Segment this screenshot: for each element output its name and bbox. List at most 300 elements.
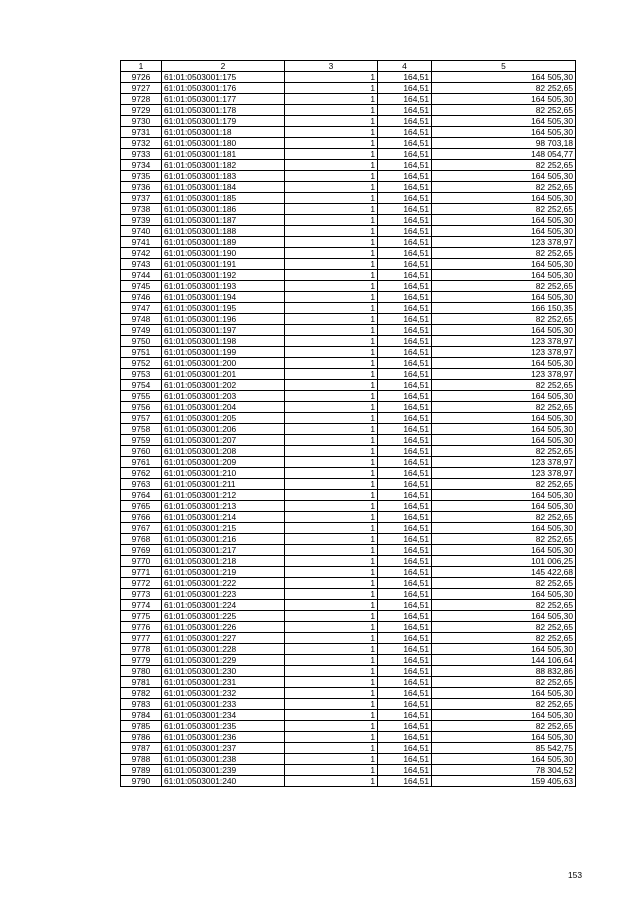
table-row	[121, 732, 576, 743]
table-row	[121, 105, 576, 116]
table-row	[121, 303, 576, 314]
count-cell: 1	[285, 534, 378, 545]
value-cell: 82 252,65	[432, 622, 576, 633]
table-row	[121, 380, 576, 391]
count-cell: 1	[285, 479, 378, 490]
row-index-cell: 9749	[121, 325, 162, 336]
value-cell: 78 304,52	[432, 765, 576, 776]
table-row	[121, 567, 576, 578]
row-index-cell: 9766	[121, 512, 162, 523]
cadastral-number-cell: 61:01:0503001:200	[162, 358, 285, 369]
value-cell: 82 252,65	[432, 380, 576, 391]
row-index-cell: 9760	[121, 446, 162, 457]
value-cell: 82 252,65	[432, 160, 576, 171]
cadastral-number-cell: 61:01:0503001:184	[162, 182, 285, 193]
column-header: 5	[432, 61, 576, 72]
value-cell: 164 505,30	[432, 644, 576, 655]
count-cell: 1	[285, 237, 378, 248]
value-cell: 164 505,30	[432, 127, 576, 138]
count-cell: 1	[285, 116, 378, 127]
row-index-cell: 9786	[121, 732, 162, 743]
rate-cell: 164,51	[378, 391, 432, 402]
cadastral-number-cell: 61:01:0503001:201	[162, 369, 285, 380]
table-row	[121, 677, 576, 688]
cadastral-number-cell: 61:01:0503001:195	[162, 303, 285, 314]
count-cell: 1	[285, 193, 378, 204]
cadastral-number-cell: 61:01:0503001:228	[162, 644, 285, 655]
cadastral-number-cell: 61:01:0503001:234	[162, 710, 285, 721]
row-index-cell: 9775	[121, 611, 162, 622]
row-index-cell: 9738	[121, 204, 162, 215]
cadastral-number-cell: 61:01:0503001:186	[162, 204, 285, 215]
cadastral-number-cell: 61:01:0503001:223	[162, 589, 285, 600]
rate-cell: 164,51	[378, 116, 432, 127]
table-row	[121, 94, 576, 105]
count-cell: 1	[285, 710, 378, 721]
column-header: 1	[121, 61, 162, 72]
table-row	[121, 116, 576, 127]
rate-cell: 164,51	[378, 666, 432, 677]
table-row	[121, 721, 576, 732]
count-cell: 1	[285, 413, 378, 424]
value-cell: 82 252,65	[432, 699, 576, 710]
count-cell: 1	[285, 325, 378, 336]
rate-cell: 164,51	[378, 435, 432, 446]
rate-cell: 164,51	[378, 204, 432, 215]
row-index-cell: 9769	[121, 545, 162, 556]
table-row	[121, 776, 576, 787]
rate-cell: 164,51	[378, 578, 432, 589]
row-index-cell: 9726	[121, 72, 162, 83]
count-cell: 1	[285, 105, 378, 116]
cadastral-number-cell: 61:01:0503001:222	[162, 578, 285, 589]
cadastral-number-cell: 61:01:0503001:210	[162, 468, 285, 479]
rate-cell: 164,51	[378, 468, 432, 479]
rate-cell: 164,51	[378, 446, 432, 457]
row-index-cell: 9767	[121, 523, 162, 534]
cadastral-number-cell: 61:01:0503001:237	[162, 743, 285, 754]
count-cell: 1	[285, 545, 378, 556]
row-index-cell: 9764	[121, 490, 162, 501]
count-cell: 1	[285, 578, 378, 589]
table-row	[121, 314, 576, 325]
cadastral-number-cell: 61:01:0503001:175	[162, 72, 285, 83]
value-cell: 164 505,30	[432, 501, 576, 512]
value-cell: 123 378,97	[432, 457, 576, 468]
rate-cell: 164,51	[378, 589, 432, 600]
row-index-cell: 9778	[121, 644, 162, 655]
table-row	[121, 149, 576, 160]
table-row	[121, 248, 576, 259]
row-index-cell: 9751	[121, 347, 162, 358]
row-index-cell: 9774	[121, 600, 162, 611]
rate-cell: 164,51	[378, 765, 432, 776]
value-cell: 164 505,30	[432, 413, 576, 424]
rate-cell: 164,51	[378, 281, 432, 292]
count-cell: 1	[285, 72, 378, 83]
count-cell: 1	[285, 435, 378, 446]
row-index-cell: 9730	[121, 116, 162, 127]
rate-cell: 164,51	[378, 501, 432, 512]
rate-cell: 164,51	[378, 523, 432, 534]
cadastral-number-cell: 61:01:0503001:219	[162, 567, 285, 578]
rate-cell: 164,51	[378, 193, 432, 204]
value-cell: 82 252,65	[432, 578, 576, 589]
value-cell: 164 505,30	[432, 424, 576, 435]
row-index-cell: 9754	[121, 380, 162, 391]
row-index-cell: 9776	[121, 622, 162, 633]
row-index-cell: 9755	[121, 391, 162, 402]
table-row	[121, 578, 576, 589]
value-cell: 164 505,30	[432, 226, 576, 237]
cadastral-number-cell: 61:01:0503001:203	[162, 391, 285, 402]
rate-cell: 164,51	[378, 512, 432, 523]
row-index-cell: 9732	[121, 138, 162, 149]
table-row	[121, 160, 576, 171]
rate-cell: 164,51	[378, 611, 432, 622]
value-cell: 164 505,30	[432, 611, 576, 622]
row-index-cell: 9757	[121, 413, 162, 424]
rate-cell: 164,51	[378, 215, 432, 226]
count-cell: 1	[285, 512, 378, 523]
row-index-cell: 9785	[121, 721, 162, 732]
count-cell: 1	[285, 83, 378, 94]
value-cell: 164 505,30	[432, 523, 576, 534]
rate-cell: 164,51	[378, 699, 432, 710]
value-cell: 164 505,30	[432, 391, 576, 402]
rate-cell: 164,51	[378, 413, 432, 424]
value-cell: 123 378,97	[432, 347, 576, 358]
count-cell: 1	[285, 776, 378, 787]
rate-cell: 164,51	[378, 270, 432, 281]
cadastral-number-cell: 61:01:0503001:209	[162, 457, 285, 468]
row-index-cell: 9784	[121, 710, 162, 721]
row-index-cell: 9771	[121, 567, 162, 578]
count-cell: 1	[285, 721, 378, 732]
count-cell: 1	[285, 677, 378, 688]
value-cell: 82 252,65	[432, 534, 576, 545]
count-cell: 1	[285, 644, 378, 655]
table-row	[121, 127, 576, 138]
rate-cell: 164,51	[378, 567, 432, 578]
table-row	[121, 490, 576, 501]
table-row	[121, 446, 576, 457]
table-row	[121, 369, 576, 380]
rate-cell: 164,51	[378, 556, 432, 567]
cadastral-number-cell: 61:01:0503001:218	[162, 556, 285, 567]
value-cell: 82 252,65	[432, 600, 576, 611]
count-cell: 1	[285, 138, 378, 149]
table-row	[121, 347, 576, 358]
table-row	[121, 655, 576, 666]
cadastral-number-cell: 61:01:0503001:183	[162, 171, 285, 182]
row-index-cell: 9759	[121, 435, 162, 446]
cadastral-number-cell: 61:01:0503001:226	[162, 622, 285, 633]
count-cell: 1	[285, 248, 378, 259]
count-cell: 1	[285, 127, 378, 138]
count-cell: 1	[285, 622, 378, 633]
count-cell: 1	[285, 391, 378, 402]
header-row	[121, 61, 576, 72]
rate-cell: 164,51	[378, 182, 432, 193]
value-cell: 82 252,65	[432, 281, 576, 292]
table-row	[121, 325, 576, 336]
count-cell: 1	[285, 94, 378, 105]
row-index-cell: 9753	[121, 369, 162, 380]
row-index-cell: 9787	[121, 743, 162, 754]
cadastral-number-cell: 61:01:0503001:207	[162, 435, 285, 446]
rate-cell: 164,51	[378, 721, 432, 732]
value-cell: 164 505,30	[432, 94, 576, 105]
column-header: 3	[285, 61, 378, 72]
table-row	[121, 699, 576, 710]
rate-cell: 164,51	[378, 72, 432, 83]
rate-cell: 164,51	[378, 754, 432, 765]
rate-cell: 164,51	[378, 688, 432, 699]
rate-cell: 164,51	[378, 336, 432, 347]
count-cell: 1	[285, 501, 378, 512]
row-index-cell: 9763	[121, 479, 162, 490]
rate-cell: 164,51	[378, 358, 432, 369]
rate-cell: 164,51	[378, 94, 432, 105]
row-index-cell: 9779	[121, 655, 162, 666]
count-cell: 1	[285, 270, 378, 281]
cadastral-number-cell: 61:01:0503001:236	[162, 732, 285, 743]
value-cell: 164 505,30	[432, 688, 576, 699]
row-index-cell: 9742	[121, 248, 162, 259]
count-cell: 1	[285, 226, 378, 237]
table-row	[121, 138, 576, 149]
cadastral-number-cell: 61:01:0503001:199	[162, 347, 285, 358]
value-cell: 82 252,65	[432, 633, 576, 644]
row-index-cell: 9736	[121, 182, 162, 193]
table-row	[121, 215, 576, 226]
rate-cell: 164,51	[378, 259, 432, 270]
cadastral-number-cell: 61:01:0503001:188	[162, 226, 285, 237]
cadastral-number-cell: 61:01:0503001:233	[162, 699, 285, 710]
table-row	[121, 523, 576, 534]
count-cell: 1	[285, 556, 378, 567]
value-cell: 164 505,30	[432, 292, 576, 303]
column-header: 2	[162, 61, 285, 72]
row-index-cell: 9735	[121, 171, 162, 182]
table-row	[121, 259, 576, 270]
table-row	[121, 226, 576, 237]
cadastral-number-cell: 61:01:0503001:204	[162, 402, 285, 413]
column-header: 4	[378, 61, 432, 72]
cadastral-number-cell: 61:01:0503001:179	[162, 116, 285, 127]
table-row	[121, 204, 576, 215]
value-cell: 82 252,65	[432, 314, 576, 325]
value-cell: 82 252,65	[432, 512, 576, 523]
rate-cell: 164,51	[378, 424, 432, 435]
value-cell: 123 378,97	[432, 369, 576, 380]
cadastral-number-cell: 61:01:0503001:225	[162, 611, 285, 622]
count-cell: 1	[285, 490, 378, 501]
row-index-cell: 9782	[121, 688, 162, 699]
count-cell: 1	[285, 303, 378, 314]
rate-cell: 164,51	[378, 655, 432, 666]
cadastral-number-cell: 61:01:0503001:227	[162, 633, 285, 644]
row-index-cell: 9772	[121, 578, 162, 589]
row-index-cell: 9770	[121, 556, 162, 567]
value-cell: 164 505,30	[432, 193, 576, 204]
rate-cell: 164,51	[378, 490, 432, 501]
rate-cell: 164,51	[378, 226, 432, 237]
count-cell: 1	[285, 281, 378, 292]
table-row	[121, 600, 576, 611]
cadastral-number-cell: 61:01:0503001:212	[162, 490, 285, 501]
count-cell: 1	[285, 666, 378, 677]
cadastral-number-cell: 61:01:0503001:205	[162, 413, 285, 424]
table-row	[121, 644, 576, 655]
value-cell: 164 505,30	[432, 72, 576, 83]
cadastral-number-cell: 61:01:0503001:191	[162, 259, 285, 270]
rate-cell: 164,51	[378, 171, 432, 182]
table-body	[121, 72, 576, 787]
row-index-cell: 9746	[121, 292, 162, 303]
count-cell: 1	[285, 160, 378, 171]
table-row	[121, 270, 576, 281]
value-cell: 164 505,30	[432, 754, 576, 765]
table-row	[121, 457, 576, 468]
table-row	[121, 292, 576, 303]
table-row	[121, 237, 576, 248]
table-row	[121, 556, 576, 567]
cadastral-number-cell: 61:01:0503001:231	[162, 677, 285, 688]
row-index-cell: 9728	[121, 94, 162, 105]
value-cell: 164 505,30	[432, 435, 576, 446]
row-index-cell: 9731	[121, 127, 162, 138]
row-index-cell: 9739	[121, 215, 162, 226]
cadastral-number-cell: 61:01:0503001:18	[162, 127, 285, 138]
table-row	[121, 391, 576, 402]
count-cell: 1	[285, 424, 378, 435]
cadastral-number-cell: 61:01:0503001:213	[162, 501, 285, 512]
rate-cell: 164,51	[378, 479, 432, 490]
cadastral-number-cell: 61:01:0503001:177	[162, 94, 285, 105]
table-row	[121, 182, 576, 193]
value-cell: 144 106,64	[432, 655, 576, 666]
value-cell: 145 422,68	[432, 567, 576, 578]
value-cell: 123 378,97	[432, 468, 576, 479]
value-cell: 159 405,63	[432, 776, 576, 787]
cadastral-number-cell: 61:01:0503001:238	[162, 754, 285, 765]
cadastral-number-cell: 61:01:0503001:192	[162, 270, 285, 281]
count-cell: 1	[285, 655, 378, 666]
rate-cell: 164,51	[378, 644, 432, 655]
cadastral-number-cell: 61:01:0503001:176	[162, 83, 285, 94]
row-index-cell: 9790	[121, 776, 162, 787]
value-cell: 82 252,65	[432, 446, 576, 457]
count-cell: 1	[285, 182, 378, 193]
rate-cell: 164,51	[378, 534, 432, 545]
row-index-cell: 9777	[121, 633, 162, 644]
value-cell: 164 505,30	[432, 171, 576, 182]
count-cell: 1	[285, 611, 378, 622]
cadastral-number-cell: 61:01:0503001:197	[162, 325, 285, 336]
cadastral-number-cell: 61:01:0503001:194	[162, 292, 285, 303]
count-cell: 1	[285, 336, 378, 347]
rate-cell: 164,51	[378, 677, 432, 688]
cadastral-number-cell: 61:01:0503001:181	[162, 149, 285, 160]
value-cell: 82 252,65	[432, 83, 576, 94]
cadastral-number-cell: 61:01:0503001:182	[162, 160, 285, 171]
rate-cell: 164,51	[378, 622, 432, 633]
count-cell: 1	[285, 754, 378, 765]
cadastral-number-cell: 61:01:0503001:208	[162, 446, 285, 457]
row-index-cell: 9773	[121, 589, 162, 600]
rate-cell: 164,51	[378, 369, 432, 380]
table-row	[121, 765, 576, 776]
rate-cell: 164,51	[378, 83, 432, 94]
row-index-cell: 9765	[121, 501, 162, 512]
table-row	[121, 710, 576, 721]
row-index-cell: 9762	[121, 468, 162, 479]
count-cell: 1	[285, 732, 378, 743]
value-cell: 88 832,86	[432, 666, 576, 677]
value-cell: 164 505,30	[432, 545, 576, 556]
cadastral-number-cell: 61:01:0503001:232	[162, 688, 285, 699]
cadastral-number-cell: 61:01:0503001:240	[162, 776, 285, 787]
table-row	[121, 336, 576, 347]
value-cell: 82 252,65	[432, 105, 576, 116]
count-cell: 1	[285, 688, 378, 699]
count-cell: 1	[285, 314, 378, 325]
cadastral-number-cell: 61:01:0503001:235	[162, 721, 285, 732]
value-cell: 82 252,65	[432, 721, 576, 732]
count-cell: 1	[285, 699, 378, 710]
value-cell: 101 006,25	[432, 556, 576, 567]
cadastral-number-cell: 61:01:0503001:189	[162, 237, 285, 248]
cadastral-number-cell: 61:01:0503001:229	[162, 655, 285, 666]
value-cell: 164 505,30	[432, 710, 576, 721]
count-cell: 1	[285, 743, 378, 754]
rate-cell: 164,51	[378, 743, 432, 754]
row-index-cell: 9758	[121, 424, 162, 435]
table-row	[121, 193, 576, 204]
rate-cell: 164,51	[378, 127, 432, 138]
table-row	[121, 688, 576, 699]
table-row	[121, 281, 576, 292]
count-cell: 1	[285, 468, 378, 479]
table-row	[121, 413, 576, 424]
cadastral-number-cell: 61:01:0503001:196	[162, 314, 285, 325]
row-index-cell: 9750	[121, 336, 162, 347]
value-cell: 82 252,65	[432, 479, 576, 490]
table-row	[121, 72, 576, 83]
count-cell: 1	[285, 358, 378, 369]
value-cell: 123 378,97	[432, 237, 576, 248]
page-number: 153	[568, 870, 582, 880]
row-index-cell: 9781	[121, 677, 162, 688]
rate-cell: 164,51	[378, 248, 432, 259]
count-cell: 1	[285, 171, 378, 182]
cadastral-number-cell: 61:01:0503001:217	[162, 545, 285, 556]
cadastral-number-cell: 61:01:0503001:180	[162, 138, 285, 149]
cadastral-number-cell: 61:01:0503001:198	[162, 336, 285, 347]
cadastral-number-cell: 61:01:0503001:239	[162, 765, 285, 776]
rate-cell: 164,51	[378, 710, 432, 721]
value-cell: 166 150,35	[432, 303, 576, 314]
count-cell: 1	[285, 259, 378, 270]
value-cell: 164 505,30	[432, 116, 576, 127]
rate-cell: 164,51	[378, 732, 432, 743]
table-row	[121, 545, 576, 556]
rate-cell: 164,51	[378, 325, 432, 336]
count-cell: 1	[285, 369, 378, 380]
value-cell: 164 505,30	[432, 215, 576, 226]
